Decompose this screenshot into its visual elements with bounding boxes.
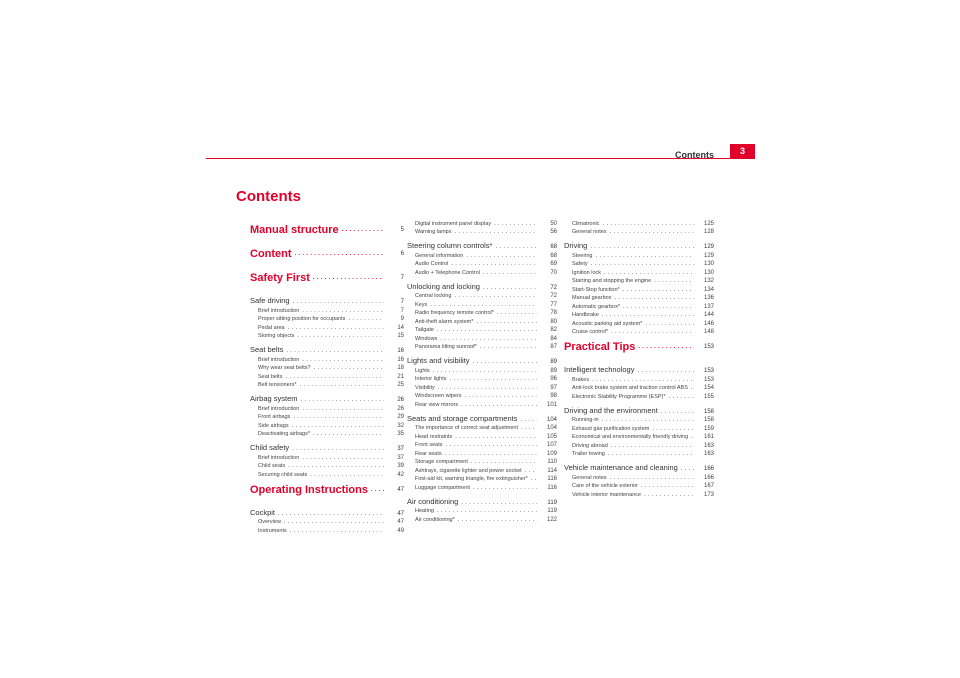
- toc-subentry[interactable]: [407, 291, 557, 300]
- dot-leader: [638, 344, 694, 350]
- toc-page-number: 125: [703, 220, 714, 227]
- toc-page-number: 166: [703, 466, 714, 472]
- toc-page-number: 132: [703, 278, 714, 284]
- toc-entry-title: Vehicle maintenance and cleaning: [564, 463, 678, 472]
- toc-page-number: 32: [397, 422, 404, 429]
- toc-subentry[interactable]: [407, 506, 557, 515]
- toc-page-number: 153: [703, 368, 714, 374]
- toc-section-heading[interactable]: [250, 478, 404, 502]
- toc-page-number: 69: [550, 261, 557, 267]
- toc-page-number: 80: [550, 318, 557, 325]
- toc-entry-title: Overview: [258, 519, 281, 525]
- toc-page-number: 35: [397, 431, 404, 437]
- toc-subentry[interactable]: [407, 227, 557, 236]
- toc-page-number: 98: [550, 393, 557, 399]
- toc-entry-title: Proper sitting position for occupants: [258, 316, 346, 322]
- toc-chapter-entry[interactable]: [407, 353, 557, 365]
- toc-subentry[interactable]: [250, 420, 404, 429]
- toc-page-number: 26: [397, 397, 404, 403]
- toc-page-number: 16: [397, 348, 404, 354]
- toc-page-number: 78: [550, 310, 557, 316]
- toc-page-number: 155: [703, 393, 714, 400]
- dot-leader: [608, 451, 694, 457]
- toc-page-number: 116: [547, 476, 557, 482]
- toc-entry-title: Securing child seats: [258, 471, 308, 478]
- toc-subentry[interactable]: [250, 363, 404, 372]
- toc-entry-title: Cruise control*: [572, 329, 609, 335]
- toc-entry-title: Manual gearbox: [572, 295, 612, 301]
- toc-entry-title: Air conditioning*: [415, 516, 455, 523]
- toc-chapter-entry[interactable]: [250, 293, 404, 305]
- toc-page-number: 129: [703, 252, 714, 259]
- toc-subentry[interactable]: [250, 429, 404, 438]
- toc-entry-title: Manual structure: [250, 224, 339, 236]
- toc-entry-title: Driving: [564, 241, 588, 250]
- toc-page-number: 15: [397, 333, 404, 339]
- toc-section-heading[interactable]: [250, 242, 404, 266]
- toc-subentry[interactable]: [564, 227, 714, 236]
- toc-page-number: 173: [703, 491, 714, 498]
- toc-page-number: 87: [550, 344, 557, 350]
- toc-entry-title: Vehicle interior maintenance: [572, 491, 642, 498]
- toc-subentry[interactable]: [407, 399, 557, 408]
- toc-entry-title: Safety First: [250, 272, 310, 284]
- toc-subentry[interactable]: [250, 403, 404, 412]
- dot-leader: [483, 270, 537, 276]
- toc-entry-title: Side airbags: [258, 422, 289, 429]
- toc-section-heading[interactable]: [564, 335, 714, 359]
- toc-page-number: 9: [400, 316, 404, 322]
- toc-page-number: 89: [550, 359, 557, 365]
- toc-page-number: 97: [550, 384, 557, 391]
- toc-chapter-entry[interactable]: [250, 342, 404, 354]
- toc-page-number: 148: [703, 329, 714, 335]
- toc-page-number: 16: [397, 356, 404, 363]
- toc-page-number: 39: [397, 463, 404, 469]
- toc-entry-title: Storage compartment: [415, 459, 468, 465]
- dot-leader: [313, 431, 384, 437]
- toc-entry-title: Acoustic parking aid system*: [572, 320, 643, 327]
- toc-subentry[interactable]: [407, 342, 557, 351]
- toc-entry-title: General information: [415, 252, 464, 259]
- toc-entry-title: Tailgate: [415, 327, 434, 333]
- toc-entry-title: Exhaust gas purification system: [572, 425, 650, 432]
- dot-leader: [669, 394, 694, 400]
- toc-page-number: 104: [546, 425, 557, 431]
- dot-leader: [461, 402, 537, 408]
- header-rule: [206, 158, 755, 159]
- toc-subentry[interactable]: [564, 301, 714, 310]
- toc-entry-title: Economical and environmentally friendly driving: [572, 434, 689, 440]
- toc-page-number: 72: [550, 284, 557, 291]
- toc-chapter-entry[interactable]: [564, 362, 714, 374]
- toc-subentry[interactable]: [250, 461, 404, 470]
- dot-leader: [371, 487, 384, 493]
- toc-entry-title: Storing objects: [258, 333, 295, 339]
- toc-page-number: 153: [703, 376, 714, 383]
- toc-page-number: 77: [550, 301, 557, 308]
- toc-subentry[interactable]: [407, 333, 557, 342]
- toc-subentry[interactable]: [250, 354, 404, 363]
- toc-page-number: 101: [546, 401, 557, 408]
- toc-page-number: 21: [397, 373, 404, 380]
- toc-page-number: 47: [397, 519, 404, 525]
- toc-entry-title: Care of the vehicle exterior: [572, 483, 638, 489]
- toc-page-number: 137: [703, 303, 714, 310]
- toc-entry-title: Radio frequency remote control*: [415, 310, 494, 316]
- toc-subentry[interactable]: [407, 382, 557, 391]
- toc-page-number: 163: [703, 442, 714, 449]
- toc-entry-title: Operating Instructions: [250, 483, 368, 496]
- toc-page-number: 47: [397, 510, 404, 517]
- toc-entry-title: Climatronic: [572, 220, 600, 227]
- toc-page-number: 68: [550, 244, 557, 250]
- toc-subentry[interactable]: [407, 465, 557, 474]
- toc-subentry[interactable]: [564, 276, 714, 285]
- toc-entry-title: Ignition lock: [572, 269, 602, 276]
- dot-leader: [297, 333, 384, 339]
- dot-leader: [480, 344, 537, 350]
- toc-entry-title: Keys: [415, 301, 428, 308]
- toc-entry-title: Lights and visibility: [407, 356, 470, 365]
- dot-leader: [454, 229, 537, 235]
- toc-page-number: 153: [703, 344, 714, 350]
- toc-subentry[interactable]: [250, 525, 404, 534]
- toc-subentry[interactable]: [564, 318, 714, 327]
- dot-leader: [295, 251, 384, 257]
- toc-page-number: 129: [703, 244, 714, 250]
- toc-page-number: 70: [550, 269, 557, 276]
- toc-page-number: 114: [547, 467, 557, 474]
- toc-subentry[interactable]: [564, 310, 714, 319]
- toc-page-number: 159: [703, 425, 714, 432]
- toc-subentry[interactable]: [407, 431, 557, 440]
- toc-entry-title: Steering column controls*: [407, 241, 493, 250]
- toc-entry-title: Warning lamps: [415, 229, 452, 235]
- toc-subentry[interactable]: [250, 305, 404, 314]
- toc-page-number: 136: [703, 295, 714, 301]
- toc-subentry[interactable]: [407, 316, 557, 325]
- toc-page-number: 7: [400, 307, 404, 314]
- toc-page-number: 163: [703, 451, 714, 457]
- toc-entry-title: Brief introduction: [258, 356, 300, 363]
- toc-entry-title: Audio + Telephone Control: [415, 269, 480, 276]
- toc-entry-title: Interior lights: [415, 376, 447, 382]
- toc-chapter-entry[interactable]: [564, 403, 714, 415]
- toc-chapter-entry[interactable]: [564, 460, 714, 472]
- toc-page-number: 122: [546, 516, 557, 523]
- toc-page-number: 26: [397, 405, 404, 412]
- toc-entry-title: Front airbags: [258, 414, 291, 420]
- toc-subentry[interactable]: [564, 489, 714, 498]
- toc-entry-title: Seats and storage compartments: [407, 413, 518, 423]
- dot-leader: [342, 227, 384, 233]
- toc-entry-title: Central locking: [415, 293, 452, 299]
- toc-subentry[interactable]: [564, 267, 714, 276]
- toc-page-number: 130: [703, 261, 714, 267]
- toc-entry-title: Front seats: [415, 442, 443, 448]
- dot-leader: [290, 528, 384, 534]
- toc-page-number: 158: [703, 408, 714, 415]
- toc-page-number: 144: [703, 312, 714, 318]
- dot-leader: [458, 517, 537, 523]
- toc-entry-title: Automatic gearbox*: [572, 303, 620, 310]
- page-title: Contents: [236, 188, 301, 205]
- toc-entry-title: Brakes: [572, 376, 590, 383]
- toc-entry-title: Child safety: [250, 443, 290, 452]
- toc-section-heading[interactable]: [250, 266, 404, 290]
- toc-subentry[interactable]: [407, 457, 557, 466]
- toc-subentry[interactable]: [407, 391, 557, 400]
- toc-entry-title: Digital instrument panel display: [415, 220, 492, 227]
- toc-entry-title: Driving and the environment: [564, 405, 658, 415]
- toc-chapter-entry[interactable]: [407, 238, 557, 250]
- toc-subentry[interactable]: [250, 331, 404, 340]
- toc-page-number: 72: [550, 293, 557, 299]
- toc-subentry[interactable]: [407, 440, 557, 449]
- toc-subentry[interactable]: [564, 391, 714, 400]
- toc-entry-title: Seat belts: [250, 345, 284, 354]
- toc-chapter-entry[interactable]: [250, 440, 404, 452]
- toc-page-number: 166: [703, 474, 714, 481]
- toc-page-number: 146: [703, 320, 714, 327]
- toc-page-number: 96: [550, 376, 557, 382]
- dot-leader: [473, 485, 537, 491]
- toc-page-number: 167: [703, 483, 714, 489]
- toc-entry-title: Intelligent technology: [564, 365, 635, 374]
- toc-entry-title: Lights: [415, 367, 430, 374]
- toc-column-2: [407, 218, 557, 523]
- running-header-title: Contents: [675, 150, 714, 160]
- toc-page-number: 104: [546, 416, 557, 423]
- toc-page-number: 154: [703, 385, 714, 391]
- toc-entry-title: Steering: [572, 252, 593, 259]
- toc-subentry[interactable]: [564, 259, 714, 268]
- toc-entry-title: Brief introduction: [258, 454, 300, 461]
- toc-page-number: 49: [397, 527, 404, 534]
- toc-page-number: 68: [550, 252, 557, 259]
- toc-entry-title: Instruments: [258, 527, 287, 534]
- toc-entry-title: Electronic Stability Programme (ESP)*: [572, 393, 666, 400]
- toc-entry-title: Practical Tips: [564, 341, 636, 353]
- toc-subentry[interactable]: [407, 250, 557, 259]
- toc-page-number: 42: [397, 471, 404, 478]
- toc-subentry[interactable]: [407, 299, 557, 308]
- toc-page-number: 37: [397, 446, 404, 452]
- toc-entry-title: Heating: [415, 508, 434, 514]
- toc-page-number: 119: [547, 508, 557, 514]
- toc-subentry[interactable]: [407, 448, 557, 457]
- toc-page-number: 37: [397, 454, 404, 461]
- dot-leader: [644, 492, 694, 498]
- toc-entry-title: Luggage compartment: [415, 484, 471, 491]
- toc-subentry[interactable]: [250, 452, 404, 461]
- toc-page-number: 107: [546, 442, 557, 448]
- toc-page-number: 84: [550, 335, 557, 342]
- toc-section-heading[interactable]: [250, 218, 404, 242]
- toc-entry-title: Anti-theft alarm system*: [415, 318, 474, 325]
- toc-subentry[interactable]: [564, 218, 714, 227]
- toc-page-number: 14: [397, 324, 404, 331]
- toc-subentry[interactable]: [407, 365, 557, 374]
- toc-page-number: 47: [397, 486, 404, 493]
- toc-subentry[interactable]: [564, 293, 714, 302]
- toc-subentry[interactable]: [564, 383, 714, 392]
- toc-page-number: 7: [400, 275, 404, 281]
- toc-entry-title: Trailer towing: [572, 451, 605, 457]
- toc-page-number: 6: [400, 251, 404, 257]
- toc-entry-title: Panorama tilting sunroof*: [415, 344, 477, 350]
- toc-entry-title: Air conditioning: [407, 496, 459, 506]
- toc-entry-title: Anti-lock brake system and traction control ABS: [572, 385, 688, 391]
- toc-entry-title: First-aid kit, warning triangle, fire extinguisher*: [415, 476, 528, 482]
- toc-page-number: 116: [547, 484, 557, 491]
- toc-page-number: 18: [397, 365, 404, 371]
- toc-entry-title: Safety: [572, 261, 588, 267]
- toc-subentry[interactable]: [564, 284, 714, 293]
- toc-entry-title: Airbag system: [250, 394, 298, 403]
- toc-page-number: 7: [400, 299, 404, 305]
- dot-leader: [300, 382, 384, 388]
- toc-entry-title: Ashtrays, cigarette lighter and power socket: [415, 467, 522, 474]
- dot-leader: [313, 275, 384, 281]
- toc-subentry[interactable]: [250, 371, 404, 380]
- toc-page-number: 5: [400, 227, 404, 233]
- toc-entry-title: General notes: [572, 229, 607, 235]
- toc-column-3: [564, 218, 714, 498]
- toc-subentry[interactable]: [564, 472, 714, 481]
- toc-subentry[interactable]: [407, 374, 557, 383]
- toc-subentry[interactable]: [407, 423, 557, 432]
- toc-subentry[interactable]: [564, 415, 714, 424]
- toc-page-number: 50: [550, 220, 557, 227]
- toc-entry-title: Belt tensioners*: [258, 382, 297, 388]
- toc-page-number: 56: [550, 229, 557, 235]
- toc-entry-title: Audio Control: [415, 261, 449, 267]
- toc-entry-title: Running-in: [572, 417, 599, 423]
- toc-entry-title: Cockpit: [250, 507, 276, 517]
- toc-entry-title: Child seats: [258, 463, 286, 469]
- toc-page-number: 89: [550, 367, 557, 374]
- toc-subentry[interactable]: [564, 423, 714, 432]
- toc-entry-title: Rear view mirrors: [415, 401, 459, 408]
- toc-subentry[interactable]: [407, 259, 557, 268]
- toc-subentry[interactable]: [564, 250, 714, 259]
- toc-chapter-entry[interactable]: [407, 279, 557, 291]
- toc-page-number: 25: [397, 382, 404, 388]
- toc-subentry[interactable]: [564, 432, 714, 441]
- toc-subentry[interactable]: [407, 308, 557, 317]
- toc-subentry[interactable]: [407, 474, 557, 483]
- toc-subentry[interactable]: [407, 482, 557, 491]
- page-number-badge: 3: [730, 144, 755, 159]
- toc-subentry[interactable]: [407, 267, 557, 276]
- toc-entry-title: Unlocking and locking: [407, 281, 480, 291]
- toc-entry-title: Head restraints: [415, 433, 453, 440]
- toc-entry-title: Pedal area: [258, 324, 285, 331]
- toc-entry-title: Content: [250, 248, 292, 260]
- toc-entry-title: Brief introduction: [258, 405, 300, 412]
- toc-page-number: 158: [703, 417, 714, 423]
- toc-entry-title: General notes: [572, 474, 607, 481]
- toc-page-number: 161: [703, 434, 714, 440]
- toc-page-number: 82: [550, 327, 557, 333]
- toc-entry-title: Brief introduction: [258, 307, 300, 314]
- toc-subentry[interactable]: [407, 325, 557, 334]
- toc-page-number: 109: [546, 450, 557, 457]
- toc-chapter-entry[interactable]: [250, 391, 404, 403]
- toc-page-number: 130: [703, 269, 714, 276]
- toc-page-number: 128: [703, 229, 714, 235]
- toc-entry-title: Seat belts: [258, 373, 283, 380]
- toc-entry-title: The importance of correct seat adjustment: [415, 425, 519, 431]
- toc-entry-title: Windscreen wipers: [415, 393, 462, 399]
- toc-entry-title: Deactivating airbags*: [258, 431, 310, 437]
- toc-subentry[interactable]: [564, 374, 714, 383]
- toc-entry-title: Rear seats: [415, 450, 442, 457]
- toc-entry-title: Starting and stopping the engine: [572, 278, 652, 284]
- toc-entry-title: Why wear seat belts?: [258, 365, 311, 371]
- dot-leader: [610, 229, 694, 235]
- toc-subentry[interactable]: [407, 514, 557, 523]
- toc-subentry[interactable]: [564, 449, 714, 458]
- toc-subentry[interactable]: [564, 440, 714, 449]
- toc-page-number: 105: [546, 433, 557, 440]
- toc-entry-title: Windows: [415, 335, 438, 342]
- toc-entry-title: Driving abroad: [572, 442, 608, 449]
- toc-subentry[interactable]: [407, 218, 557, 227]
- toc-subentry[interactable]: [250, 314, 404, 323]
- toc-page-number: 119: [547, 499, 557, 506]
- toc-column-1: [250, 218, 404, 534]
- toc-chapter-entry[interactable]: [250, 505, 404, 517]
- toc-entry-title: Visibility: [415, 384, 435, 391]
- toc-entry-title: Start-Stop function*: [572, 286, 620, 293]
- toc-subentry[interactable]: [250, 517, 404, 526]
- toc-subentry[interactable]: [250, 380, 404, 389]
- toc-chapter-entry[interactable]: [564, 238, 714, 250]
- toc-subentry[interactable]: [250, 469, 404, 478]
- toc-chapter-entry[interactable]: [407, 411, 557, 423]
- toc-subentry[interactable]: [250, 412, 404, 421]
- toc-subentry[interactable]: [564, 327, 714, 336]
- toc-chapter-entry[interactable]: [407, 494, 557, 506]
- toc-entry-title: Handbrake: [572, 312, 599, 318]
- toc-page-number: 29: [397, 414, 404, 420]
- toc-page-number: 110: [547, 459, 557, 465]
- toc-subentry[interactable]: [250, 322, 404, 331]
- toc-page-number: 134: [703, 286, 714, 293]
- toc-subentry[interactable]: [564, 481, 714, 490]
- toc-entry-title: Safe driving: [250, 296, 290, 305]
